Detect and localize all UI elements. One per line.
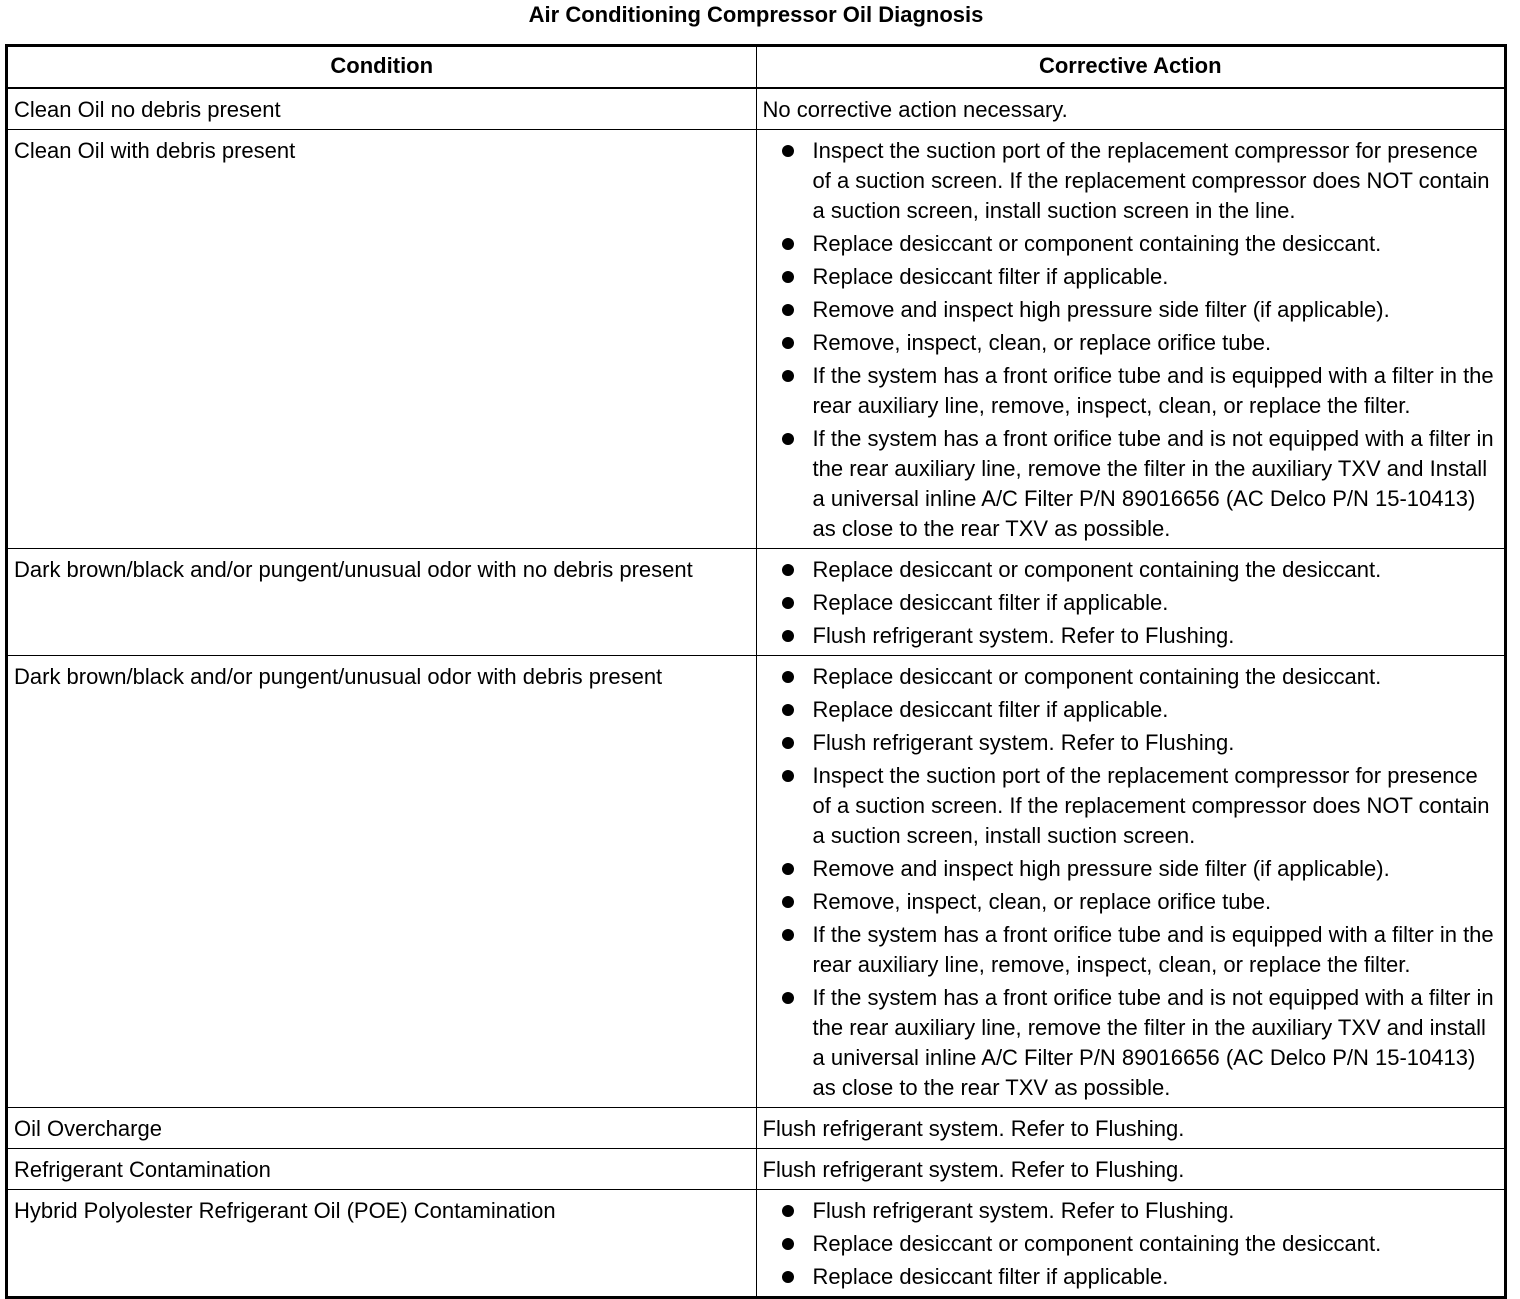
action-bullet-item: Replace desiccant or component containing the desiccant.	[763, 229, 1501, 259]
action-bullet-item: Replace desiccant filter if applicable.	[763, 1262, 1501, 1292]
condition-cell: Dark brown/black and/or pungent/unusual odor with no debris present	[7, 549, 757, 656]
corrective-action-cell: Flush refrigerant system. Refer to Flushing.	[756, 1108, 1506, 1149]
table-row	[7, 1108, 1506, 1149]
corrective-action-cell: Flush refrigerant system. Refer to Flushing.	[756, 1149, 1506, 1190]
action-bullet-item: Replace desiccant or component containing the desiccant.	[763, 555, 1501, 585]
action-bullet-item: Replace desiccant or component containing the desiccant.	[763, 662, 1501, 692]
action-bullet-item: Replace desiccant filter if applicable.	[763, 588, 1501, 618]
corrective-action-cell	[756, 656, 1506, 1108]
action-bullet-item: Flush refrigerant system. Refer to Flushing.	[763, 621, 1501, 651]
action-bullet-item: Remove and inspect high pressure side filter (if applicable).	[763, 295, 1501, 325]
corrective-action-cell	[756, 549, 1506, 656]
page-title: Air Conditioning Compressor Oil Diagnosis	[528, 2, 984, 27]
action-bullet-list	[763, 555, 1501, 651]
diagnosis-table	[5, 44, 1507, 1299]
action-bullet-item: Remove, inspect, clean, or replace orifice tube.	[763, 328, 1501, 358]
condition-cell: Refrigerant Contamination	[7, 1149, 757, 1190]
action-bullet-list	[763, 662, 1501, 1103]
action-bullet-item: If the system has a front orifice tube and is equipped with a filter in the rear auxiliary line, remove, inspect, clean, or replace the filter.	[763, 361, 1501, 421]
condition-cell: Oil Overcharge	[7, 1108, 757, 1149]
table-header-row	[7, 46, 1506, 89]
action-bullet-item: If the system has a front orifice tube and is not equipped with a filter in the rear auxiliary line, remove the filter in the auxiliary TXV and install a universal inline A/C Filter P/N 89016656 (AC Delco P/N 15-10413) as close to the rear TXV as possible.	[763, 983, 1501, 1103]
table-row	[7, 88, 1506, 130]
condition-cell: Clean Oil no debris present	[7, 88, 757, 130]
corrective-action-cell: No corrective action necessary.	[756, 88, 1506, 130]
action-bullet-list	[763, 136, 1501, 544]
table-row	[7, 549, 1506, 656]
table-row	[7, 130, 1506, 549]
corrective-action-column-header: Corrective Action	[756, 46, 1506, 89]
condition-column-header: Condition	[7, 46, 757, 89]
action-bullet-item: Replace desiccant filter if applicable.	[763, 695, 1501, 725]
table-body	[7, 88, 1506, 1298]
action-bullet-item: Inspect the suction port of the replacement compressor for presence of a suction screen. If the replacement compressor does NOT contain a suction screen, install suction screen in the line.	[763, 136, 1501, 226]
action-bullet-item: Inspect the suction port of the replacement compressor for presence of a suction screen. If the replacement compressor does NOT contain a suction screen, install suction screen.	[763, 761, 1501, 851]
action-bullet-item: Replace desiccant or component containing the desiccant.	[763, 1229, 1501, 1259]
action-bullet-item: Replace desiccant filter if applicable.	[763, 262, 1501, 292]
action-bullet-item: If the system has a front orifice tube and is not equipped with a filter in the rear auxiliary line, remove the filter in the auxiliary TXV and Install a universal inline A/C Filter P/N 89016656 (AC Delco P/N 15-10413) as close to the rear TXV as possible.	[763, 424, 1501, 544]
condition-cell: Hybrid Polyolester Refrigerant Oil (POE) Contamination	[7, 1190, 757, 1298]
action-bullet-item: Remove and inspect high pressure side filter (if applicable).	[763, 854, 1501, 884]
action-bullet-list	[763, 1196, 1501, 1292]
action-bullet-item: Remove, inspect, clean, or replace orifice tube.	[763, 887, 1501, 917]
condition-cell: Dark brown/black and/or pungent/unusual odor with debris present	[7, 656, 757, 1108]
corrective-action-cell	[756, 130, 1506, 549]
action-bullet-item: Flush refrigerant system. Refer to Flushing.	[763, 1196, 1501, 1226]
corrective-action-cell	[756, 1190, 1506, 1298]
table-row	[7, 1190, 1506, 1298]
condition-cell: Clean Oil with debris present	[7, 130, 757, 549]
action-bullet-item: Flush refrigerant system. Refer to Flushing.	[763, 728, 1501, 758]
table-row	[7, 1149, 1506, 1190]
action-bullet-item: If the system has a front orifice tube and is equipped with a filter in the rear auxiliary line, remove, inspect, clean, or replace the filter.	[763, 920, 1501, 980]
table-row	[7, 656, 1506, 1108]
